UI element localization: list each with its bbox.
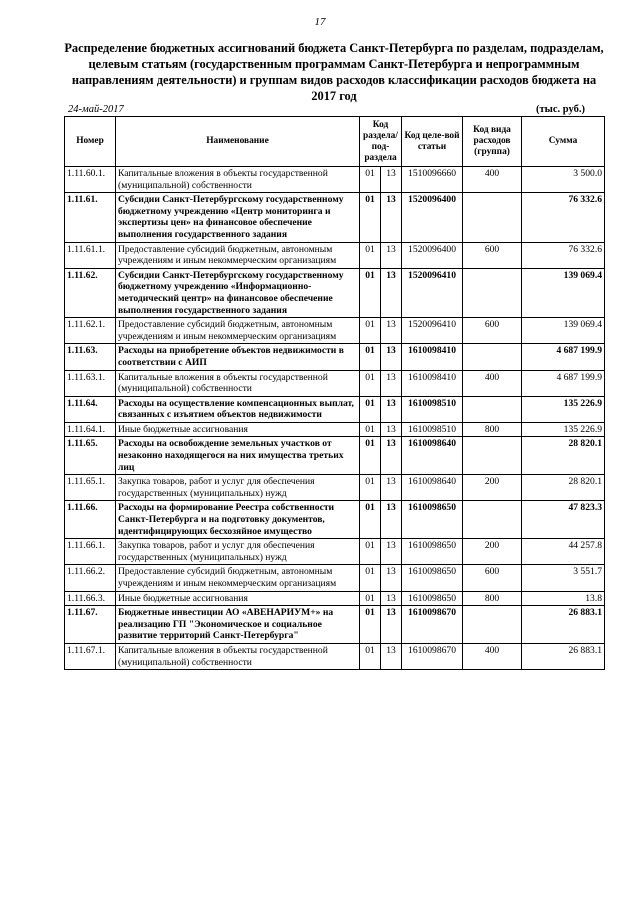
row-section: 01 bbox=[360, 396, 381, 422]
row-expense-type bbox=[463, 437, 522, 475]
row-sum: 3 551.7 bbox=[522, 565, 605, 591]
row-expense-type: 600 bbox=[463, 318, 522, 344]
row-expense-type: 200 bbox=[463, 539, 522, 565]
row-subsection: 13 bbox=[381, 437, 402, 475]
row-number: 1.11.61.1. bbox=[65, 242, 116, 268]
row-expense-type bbox=[463, 501, 522, 539]
table-row bbox=[65, 370, 605, 396]
row-number: 1.11.63. bbox=[65, 344, 116, 370]
row-section: 01 bbox=[360, 501, 381, 539]
table-row bbox=[65, 318, 605, 344]
row-subsection: 13 bbox=[381, 268, 402, 317]
row-name: Субсидии Санкт-Петербургскому государственному бюджетному учреждению «Информационно-методический центр» на финансовое обеспечение выполнения государственного задания bbox=[116, 268, 360, 317]
row-number: 1.11.62. bbox=[65, 268, 116, 317]
row-subsection: 13 bbox=[381, 606, 402, 644]
table-row bbox=[65, 242, 605, 268]
row-section: 01 bbox=[360, 167, 381, 193]
row-subsection: 13 bbox=[381, 591, 402, 606]
table-row bbox=[65, 501, 605, 539]
row-section: 01 bbox=[360, 268, 381, 317]
row-section: 01 bbox=[360, 539, 381, 565]
header-section: Код раздела/ под-раздела bbox=[360, 117, 402, 167]
table-row bbox=[65, 167, 605, 193]
row-subsection: 13 bbox=[381, 643, 402, 669]
table-row bbox=[65, 539, 605, 565]
row-number: 1.11.63.1. bbox=[65, 370, 116, 396]
row-section: 01 bbox=[360, 318, 381, 344]
units-label: (тыс. руб.) bbox=[536, 104, 585, 115]
row-number: 1.11.66.1. bbox=[65, 539, 116, 565]
row-sum: 4 687 199.9 bbox=[522, 370, 605, 396]
row-section: 01 bbox=[360, 643, 381, 669]
row-section: 01 bbox=[360, 344, 381, 370]
row-number: 1.11.66.3. bbox=[65, 591, 116, 606]
row-name: Закупка товаров, работ и услуг для обеспечения государственных (муниципальных) нужд bbox=[116, 539, 360, 565]
row-name: Предоставление субсидий бюджетным, автономным учреждениям и иным некоммерческим организациям bbox=[116, 318, 360, 344]
table-row bbox=[65, 268, 605, 317]
row-expense-type: 200 bbox=[463, 475, 522, 501]
row-number: 1.11.61. bbox=[65, 193, 116, 242]
table-row bbox=[65, 437, 605, 475]
row-sum: 139 069.4 bbox=[522, 268, 605, 317]
row-article: 1610098410 bbox=[402, 344, 463, 370]
row-sum: 28 820.1 bbox=[522, 475, 605, 501]
row-name: Капитальные вложения в объекты государственной (муниципальной) собственности bbox=[116, 167, 360, 193]
row-name: Капитальные вложения в объекты государственной (муниципальной) собственности bbox=[116, 643, 360, 669]
row-section: 01 bbox=[360, 437, 381, 475]
page-number: 17 bbox=[314, 16, 326, 28]
row-article: 1610098670 bbox=[402, 643, 463, 669]
row-expense-type: 600 bbox=[463, 242, 522, 268]
row-expense-type bbox=[463, 268, 522, 317]
header-expense-type: Код вида расходов (группа) bbox=[463, 117, 522, 167]
row-number: 1.11.64. bbox=[65, 396, 116, 422]
row-sum: 44 257.8 bbox=[522, 539, 605, 565]
row-expense-type bbox=[463, 396, 522, 422]
row-expense-type: 400 bbox=[463, 370, 522, 396]
row-subsection: 13 bbox=[381, 193, 402, 242]
row-section: 01 bbox=[360, 475, 381, 501]
row-article: 1610098650 bbox=[402, 591, 463, 606]
row-number: 1.11.66. bbox=[65, 501, 116, 539]
row-section: 01 bbox=[360, 565, 381, 591]
row-name: Иные бюджетные ассигнования bbox=[116, 591, 360, 606]
row-sum: 26 883.1 bbox=[522, 606, 605, 644]
row-name: Расходы на формирование Реестра собственности Санкт-Петербурга и на подготовку документов, идентифицирующих бесхозяйное имущество bbox=[116, 501, 360, 539]
table-row bbox=[65, 475, 605, 501]
row-sum: 47 823.3 bbox=[522, 501, 605, 539]
row-article: 1520096400 bbox=[402, 193, 463, 242]
row-name: Закупка товаров, работ и услуг для обеспечения государственных (муниципальных) нужд bbox=[116, 475, 360, 501]
row-subsection: 13 bbox=[381, 422, 402, 437]
row-name: Расходы на освобождение земельных участков от незаконно находящегося на них имущества третьих лиц bbox=[116, 437, 360, 475]
table-row bbox=[65, 344, 605, 370]
row-article: 1610098510 bbox=[402, 396, 463, 422]
row-number: 1.11.66.2. bbox=[65, 565, 116, 591]
row-subsection: 13 bbox=[381, 167, 402, 193]
document-title: Распределение бюджетных ассигнований бюджета Санкт-Петербурга по разделам, подразделам, целевым статьям (государственным программам Санкт-Петербурга и непрограммным направлениям деятельности) и группам видов расходов классификации расходов бюджета на 2017 год bbox=[64, 41, 604, 103]
row-article: 1610098510 bbox=[402, 422, 463, 437]
row-number: 1.11.62.1. bbox=[65, 318, 116, 344]
row-number: 1.11.67. bbox=[65, 606, 116, 644]
row-article: 1520096400 bbox=[402, 242, 463, 268]
row-number: 1.11.60.1. bbox=[65, 167, 116, 193]
row-article: 1510096660 bbox=[402, 167, 463, 193]
table-row bbox=[65, 643, 605, 669]
row-name: Субсидии Санкт-Петербургскому государственному бюджетному учреждению «Центр мониторинга и экспертизы цен» на финансовое обеспечение выполнения государственного задания bbox=[116, 193, 360, 242]
header-sum: Сумма bbox=[522, 117, 605, 167]
row-expense-type: 600 bbox=[463, 565, 522, 591]
row-subsection: 13 bbox=[381, 344, 402, 370]
row-subsection: 13 bbox=[381, 501, 402, 539]
row-section: 01 bbox=[360, 591, 381, 606]
row-sum: 76 332.6 bbox=[522, 193, 605, 242]
row-sum: 13.8 bbox=[522, 591, 605, 606]
table-row bbox=[65, 606, 605, 644]
row-article: 1610098410 bbox=[402, 370, 463, 396]
row-name: Капитальные вложения в объекты государственной (муниципальной) собственности bbox=[116, 370, 360, 396]
row-article: 1520096410 bbox=[402, 268, 463, 317]
row-article: 1610098650 bbox=[402, 501, 463, 539]
row-section: 01 bbox=[360, 606, 381, 644]
row-article: 1610098640 bbox=[402, 475, 463, 501]
header-article: Код целе-вой статьи bbox=[402, 117, 463, 167]
row-number: 1.11.65.1. bbox=[65, 475, 116, 501]
row-sum: 4 687 199.9 bbox=[522, 344, 605, 370]
row-name: Расходы на осуществление компенсационных выплат, связанных с изъятием объектов недвижимости bbox=[116, 396, 360, 422]
row-article: 1520096410 bbox=[402, 318, 463, 344]
row-name: Иные бюджетные ассигнования bbox=[116, 422, 360, 437]
row-subsection: 13 bbox=[381, 396, 402, 422]
row-subsection: 13 bbox=[381, 242, 402, 268]
row-section: 01 bbox=[360, 242, 381, 268]
row-expense-type: 400 bbox=[463, 643, 522, 669]
row-expense-type bbox=[463, 193, 522, 242]
row-subsection: 13 bbox=[381, 318, 402, 344]
row-section: 01 bbox=[360, 422, 381, 437]
row-expense-type bbox=[463, 344, 522, 370]
row-sum: 26 883.1 bbox=[522, 643, 605, 669]
row-article: 1610098650 bbox=[402, 565, 463, 591]
row-sum: 135 226.9 bbox=[522, 396, 605, 422]
row-name: Бюджетные инвестиции АО «АВЕНАРИУМ+» на реализацию ГП "Экономическое и социальное развитие территорий Санкт-Петербурга" bbox=[116, 606, 360, 644]
row-subsection: 13 bbox=[381, 475, 402, 501]
row-subsection: 13 bbox=[381, 539, 402, 565]
table-row bbox=[65, 591, 605, 606]
header-number: Номер bbox=[65, 117, 116, 167]
row-sum: 135 226.9 bbox=[522, 422, 605, 437]
row-expense-type: 800 bbox=[463, 591, 522, 606]
row-sum: 139 069.4 bbox=[522, 318, 605, 344]
header-name: Наименование bbox=[116, 117, 360, 167]
row-article: 1610098670 bbox=[402, 606, 463, 644]
row-expense-type: 400 bbox=[463, 167, 522, 193]
row-sum: 28 820.1 bbox=[522, 437, 605, 475]
table-row bbox=[65, 565, 605, 591]
row-name: Расходы на приобретение объектов недвижимости в соответствии с АИП bbox=[116, 344, 360, 370]
table-row bbox=[65, 193, 605, 242]
row-article: 1610098640 bbox=[402, 437, 463, 475]
row-subsection: 13 bbox=[381, 565, 402, 591]
row-article: 1610098650 bbox=[402, 539, 463, 565]
row-name: Предоставление субсидий бюджетным, автономным учреждениям и иным некоммерческим организациям bbox=[116, 242, 360, 268]
row-name: Предоставление субсидий бюджетным, автономным учреждениям и иным некоммерческим организациям bbox=[116, 565, 360, 591]
table-header-row bbox=[65, 117, 605, 167]
row-number: 1.11.65. bbox=[65, 437, 116, 475]
row-subsection: 13 bbox=[381, 370, 402, 396]
row-section: 01 bbox=[360, 193, 381, 242]
row-expense-type bbox=[463, 606, 522, 644]
row-sum: 76 332.6 bbox=[522, 242, 605, 268]
table-row bbox=[65, 396, 605, 422]
row-section: 01 bbox=[360, 370, 381, 396]
budget-table bbox=[64, 116, 605, 670]
row-sum: 3 500.0 bbox=[522, 167, 605, 193]
row-number: 1.11.64.1. bbox=[65, 422, 116, 437]
row-number: 1.11.67.1. bbox=[65, 643, 116, 669]
document-date: 24-май-2017 bbox=[68, 104, 124, 115]
row-expense-type: 800 bbox=[463, 422, 522, 437]
table-row bbox=[65, 422, 605, 437]
